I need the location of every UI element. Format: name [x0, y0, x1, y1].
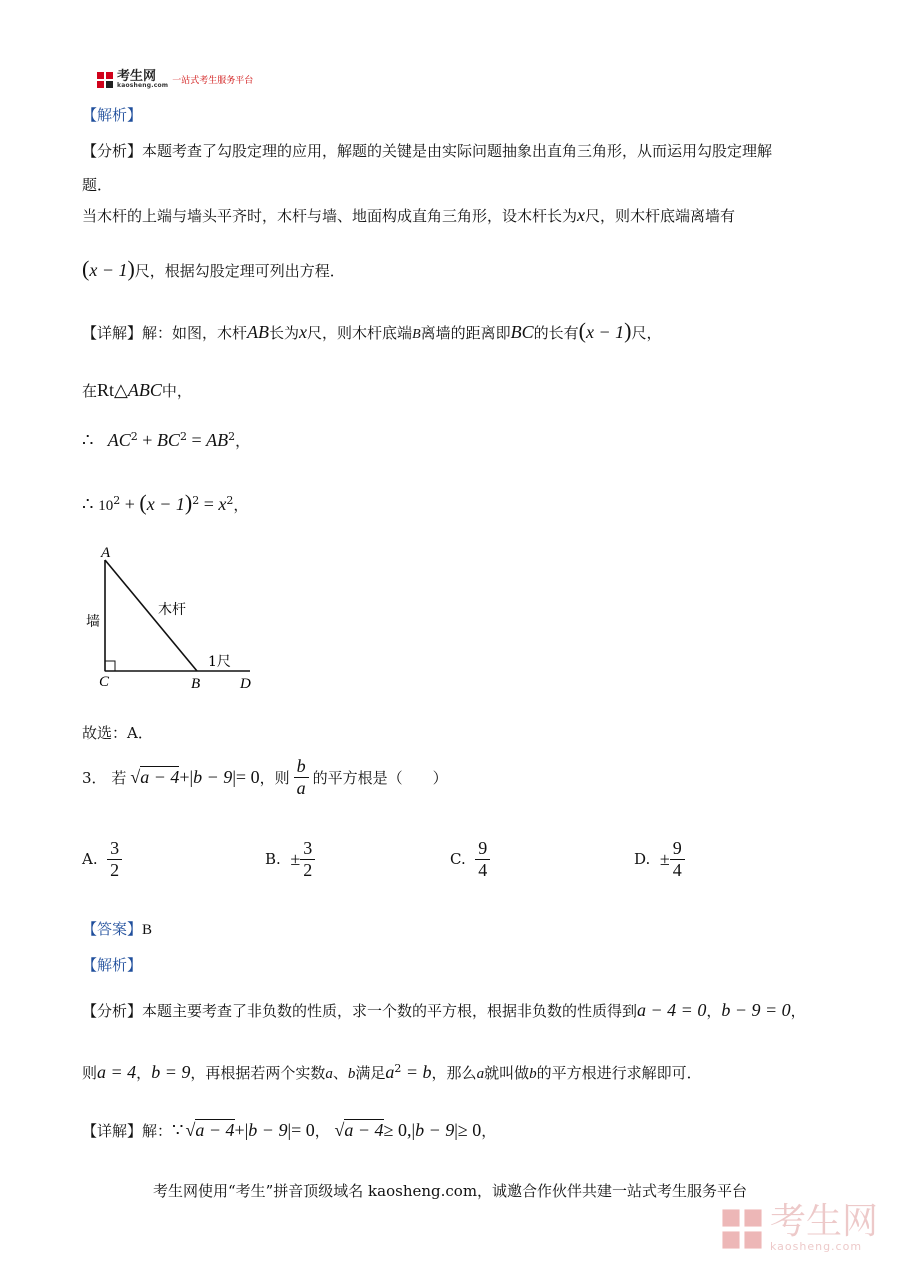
eq2-sup-1: 2	[113, 494, 121, 507]
because-symbol: ∵	[172, 1120, 184, 1140]
question-3-stem	[82, 756, 448, 798]
option-d[interactable]	[634, 838, 685, 880]
x2-sqrt-2-content: a − 4	[344, 1120, 384, 1140]
rt-text-a: 在	[82, 382, 98, 400]
var-x-2: x	[299, 322, 308, 342]
option-d-num: 9	[672, 838, 682, 858]
eq2-equals: =	[199, 494, 219, 514]
label-pole: 木杆	[158, 602, 186, 618]
label-d: D	[240, 676, 251, 692]
eq1-sup-3: 2	[228, 430, 236, 443]
detail-text-a: 解：如图，木杆	[142, 324, 248, 342]
rt-text-d: 中，	[161, 382, 192, 400]
eq1-plus: +	[137, 430, 157, 450]
option-a-num: 3	[110, 838, 120, 858]
rt-line	[82, 380, 192, 401]
seg-bc: BC	[510, 322, 534, 342]
line2-a-squared-base: a	[385, 1062, 395, 1082]
x2-sqrt-1: √a − 4	[185, 1120, 235, 1140]
line2-dun: 、	[332, 1064, 348, 1082]
line2-text-e: 的平方根进行求解即可．	[536, 1064, 702, 1082]
eq2-sup-2: 2	[192, 494, 200, 507]
fenxi-eq-a4: a − 4 = 0	[637, 1000, 707, 1020]
kaosheng-logo-icon	[96, 71, 114, 89]
q3-sqrt: √a − 4	[130, 766, 180, 787]
analysis-line-3	[82, 205, 735, 226]
q3-frac-den: a	[294, 777, 309, 799]
line2-sup: 2	[394, 1062, 402, 1075]
eq2-plus: +	[120, 494, 140, 514]
detail-text-b: 长为	[269, 324, 300, 342]
line2-text-c: ，那么	[431, 1064, 477, 1082]
right-angle-mark	[105, 661, 115, 671]
expr-x-minus-1-2: x − 1	[586, 322, 625, 342]
option-b-fraction	[300, 838, 315, 880]
equation-1	[82, 430, 250, 451]
option-c[interactable]	[450, 838, 490, 880]
line2-text-b: 满足	[355, 1064, 386, 1082]
answer-line	[82, 918, 152, 939]
option-c-den: 4	[475, 859, 490, 881]
option-d-sign: ±	[659, 848, 670, 869]
rt-triangle: Rt△	[97, 380, 128, 400]
triangle-diagram	[80, 540, 280, 700]
xiangjie-label-2: 【详解】	[82, 1122, 143, 1140]
x2-sqrt-1-content: a − 4	[195, 1120, 235, 1140]
label-wall: 墙	[86, 614, 100, 630]
watermark-name: 考生网	[769, 1201, 878, 1242]
eq1-equals: =	[186, 430, 207, 450]
option-a-fraction	[107, 838, 122, 880]
q3-ze: ，则	[259, 768, 290, 787]
fenxi-text-2: 本题主要考查了非负数的性质，求一个数的平方根，根据非负数的性质得到	[142, 1002, 638, 1020]
therefore-symbol: ∴	[82, 430, 94, 450]
watermark-domain: kaosheng.com	[769, 1240, 863, 1253]
label-b: B	[191, 676, 201, 692]
label-c: C	[99, 674, 110, 690]
fenxi-paragraph-2	[82, 1000, 806, 1021]
logo-name: 考生网 kaosheng.com	[117, 69, 169, 89]
xiangjie-line: 【详解】解：如图，木杆AB长为x尺，则木杆底端B离墙的距离即BC的长有(x − 1)尺，	[82, 318, 662, 343]
eq1-sup-1: 2	[130, 430, 138, 443]
option-d-letter: D.	[634, 850, 651, 869]
point-b: B	[412, 327, 421, 342]
q3-tail: 的平方根是（ ）	[312, 768, 448, 787]
question-number: 3．	[82, 768, 107, 787]
fenxi-text-1: 本题考查了勾股定理的应用，解题的关键是由实际问题抽象出直角三角形，从而运用勾股定理解	[142, 142, 773, 160]
x2-abs-2-content: b − 9	[415, 1120, 455, 1140]
equation-2: ∴ $10^2 + (x - 1)^2 = x^2$，	[82, 490, 249, 515]
analysis-line-4: (x − 1)尺，根据勾股定理可列出方程．	[82, 256, 345, 281]
eq2-x-minus-1: x − 1	[146, 494, 185, 514]
label-a: A	[101, 545, 111, 561]
eq1-bc: BC	[156, 430, 180, 450]
q3-eq0: = 0	[235, 766, 260, 787]
option-a-den: 2	[107, 859, 122, 881]
fenxi-label-2: 【分析】	[82, 1002, 143, 1020]
q3-fraction	[294, 756, 309, 798]
x2-abs-2: |b − 9|	[411, 1120, 458, 1140]
xiangjie-label: 【详解】	[82, 324, 143, 342]
eq1-ab: AB	[206, 430, 229, 450]
line2-eq-b: = b	[401, 1062, 432, 1082]
detail-text-f: 尺，	[631, 324, 662, 342]
gu-xuan-line: 故选：A．	[82, 724, 153, 742]
x2-abs-1: |b − 9|	[244, 1120, 292, 1140]
line4-text: 尺，根据勾股定理可列出方程．	[134, 262, 345, 280]
daan-value: B	[142, 922, 153, 938]
option-b-sign: ±	[290, 848, 301, 869]
line2-var-b2: b	[529, 1066, 537, 1082]
fenxi-eq-b9: b − 9 = 0	[721, 1000, 791, 1020]
line2-var-b: b	[347, 1066, 356, 1082]
line2-var-a2: a	[476, 1066, 485, 1082]
line2-b-eq-9: b = 9	[151, 1062, 191, 1082]
x2-ge0a: ≥ 0,	[383, 1120, 412, 1140]
q3-abs: |b − 9|	[189, 766, 236, 787]
fenxi-label: 【分析】	[82, 142, 143, 160]
footer-text: 考生网使用“考生”拼音顶级域名 kaosheng.com，诚邀合作伙伴共建一站式考生服务平台	[152, 1182, 748, 1200]
triangle-abc: ABC	[127, 380, 162, 400]
option-c-fraction	[475, 838, 490, 880]
jiexi-label-2: 【解析】	[82, 956, 143, 974]
option-c-letter: C.	[450, 850, 466, 869]
fenxi-end: ，	[790, 1002, 806, 1020]
option-d-den: 4	[670, 859, 685, 881]
fenxi-paragraph-1	[82, 140, 772, 161]
x2-sep: ，	[314, 1122, 330, 1140]
detail-text-e: 的长有	[533, 324, 579, 342]
eq1-ac: AC	[107, 430, 131, 450]
option-c-num: 9	[478, 838, 488, 858]
fenxi-text-2: 题．	[82, 176, 113, 194]
x2-ge0b: ≥ 0	[457, 1120, 482, 1140]
line2-sep: ，	[136, 1064, 152, 1082]
x2-end: ，	[481, 1122, 497, 1140]
q3-ruo: 若	[111, 768, 127, 787]
jiexi-label-1: 【解析】	[82, 106, 143, 124]
q3-plus: +	[179, 766, 190, 787]
x2-abs-1-content: b − 9	[248, 1120, 288, 1140]
x2-eq0: = 0	[291, 1120, 315, 1140]
line3-text-a: 当木杆的上端与墙头平齐时，木杆与墙、地面构成直角三角形，设木杆长为	[82, 207, 578, 225]
option-b-num: 3	[303, 838, 313, 858]
logo-domain: kaosheng.com	[117, 82, 169, 89]
x2-plus: +	[234, 1120, 245, 1140]
option-a-letter: A.	[82, 850, 98, 869]
seg-ab: AB	[247, 322, 270, 342]
x2-sqrt-2: √a − 4	[334, 1120, 384, 1140]
option-d-fraction	[670, 838, 685, 880]
fenxi-sep: ，	[706, 1002, 722, 1020]
watermark-logo	[720, 1201, 878, 1253]
line2-var-a: a	[325, 1066, 333, 1082]
label-1chi: 1尺	[208, 654, 231, 670]
eq1-end: ，	[235, 432, 251, 450]
detail-text-c: 尺，则木杆底端	[307, 324, 413, 342]
fenxi-line-2	[82, 1062, 702, 1083]
q3-abs-content: b − 9	[193, 766, 233, 787]
var-x: x	[577, 205, 586, 225]
q3-frac-num: b	[296, 756, 306, 776]
option-b-den: 2	[300, 859, 315, 881]
watermark-logo-icon	[720, 1207, 764, 1251]
option-b-letter: B.	[265, 850, 281, 869]
xiangjie-line-2	[82, 1120, 496, 1141]
therefore-symbol-2: ∴	[82, 494, 94, 514]
line2-text-a: ，再根据若两个实数	[190, 1064, 326, 1082]
q3-sqrt-content: a − 4	[140, 766, 180, 787]
option-b[interactable]	[265, 838, 315, 880]
header-logo	[96, 70, 253, 89]
detail-text-d: 离墙的距离即	[420, 324, 511, 342]
line3-text-b: 尺，则木杆底端离墙有	[585, 207, 736, 225]
line2-text-d: 就叫做	[484, 1064, 530, 1082]
eq2-end: ，	[233, 496, 249, 514]
xiangjie-a: 解：	[142, 1122, 173, 1140]
eq1-sup-2: 2	[179, 430, 187, 443]
line2-a-eq-4: a = 4	[97, 1062, 137, 1082]
option-a[interactable]	[82, 838, 122, 880]
line2-ze: 则	[82, 1064, 98, 1082]
eq2-sup-3: 2	[226, 494, 234, 507]
expr-x-minus-1: x − 1	[89, 260, 128, 280]
eq2-ten: 10	[98, 498, 114, 514]
eq2-x: x	[218, 494, 227, 514]
logo-tagline: 一站式考生服务平台	[172, 76, 254, 86]
daan-label: 【答案】	[82, 920, 143, 938]
